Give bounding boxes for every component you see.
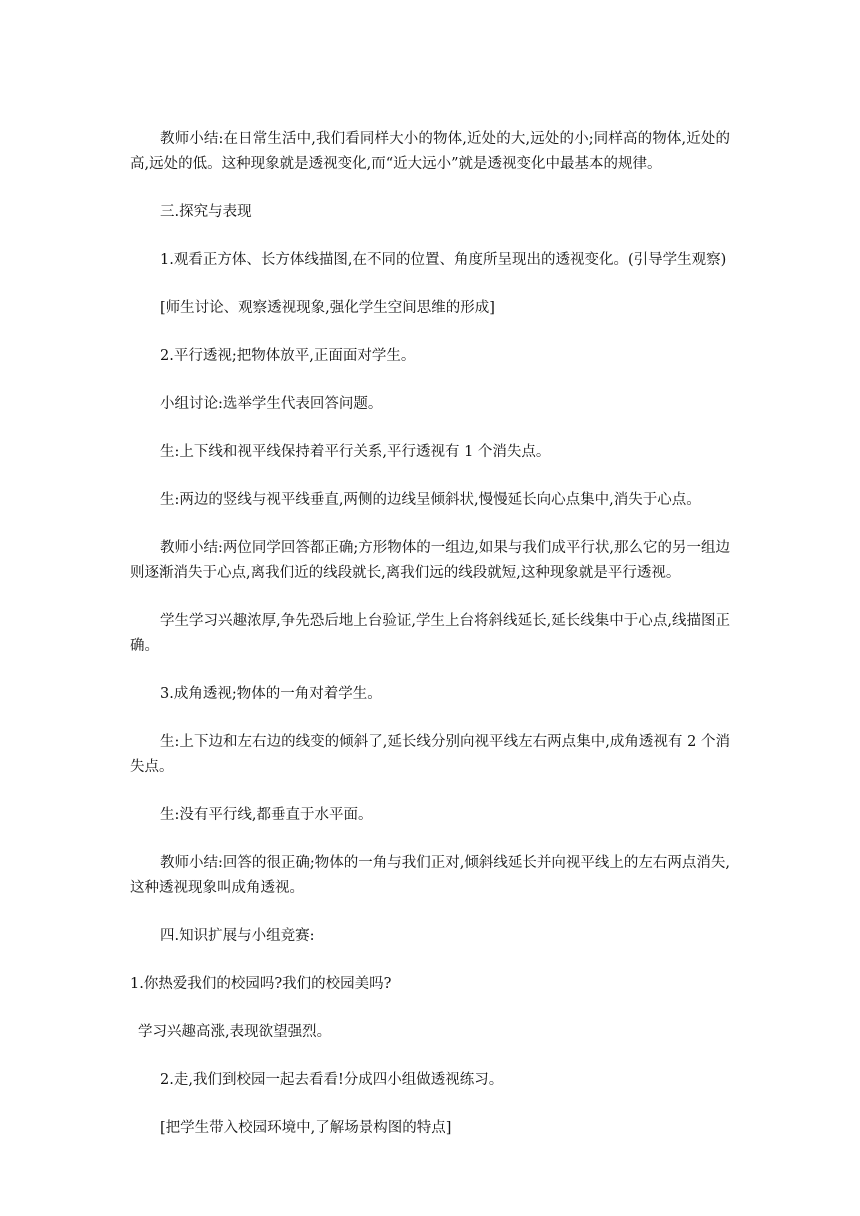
paragraph-student-answer-1: 生:上下线和视平线保持着平行关系,平行透视有 1 个消失点。 <box>160 444 551 460</box>
paragraph-teacher-summary-3: 教师小结:回答的很正确;物体的一角与我们正对,倾斜线延长并向视平线上的左右两点消失,这种透视现象叫成角透视。 <box>130 855 730 896</box>
document-page <box>130 127 730 1141</box>
paragraph-student-answer-3: 生:上下边和左右边的线变的倾斜了,延长线分别向视平线左右两点集中,成角透视有 2 个消失点。 <box>130 734 730 775</box>
paragraph-student-answer-2: 生:两边的竖线与视平线垂直,两侧的边线呈倾斜状,慢慢延长向心点集中,消失于心点。 <box>160 492 701 508</box>
paragraph-group-discussion: 小组讨论:选举学生代表回答问题。 <box>160 396 383 412</box>
paragraph-step-go-campus: 2.走,我们到校园一起去看看!分成四小组做透视练习。 <box>160 1072 504 1088</box>
paragraph-student-verify: 学生学习兴趣浓厚,争先恐后地上台验证,学生上台将斜线延长,延长线集中于心点,线描图正确。 <box>130 613 730 654</box>
paragraph-step-1: 1.观看正方体、长方体线描图,在不同的位置、角度所呈现出的透视变化。(引导学生观察) <box>160 252 727 268</box>
section-heading-extension: 四.知识扩展与小组竞赛: <box>160 928 315 944</box>
paragraph-student-answer-4: 生:没有平行线,都垂直于水平面。 <box>160 807 373 823</box>
paragraph-discussion-note: [师生讨论、观察透视现象,强化学生空间思维的形成] <box>160 300 495 316</box>
section-heading-explore: 三.探究与表现 <box>160 204 252 220</box>
paragraph-step-3: 3.成角透视;物体的一角对着学生。 <box>160 686 382 702</box>
paragraph-campus-note: [把学生带入校园环境中,了解场景构图的特点] <box>160 1120 452 1136</box>
paragraph-question-1: 1.你热爱我们的校园吗?我们的校园美吗? <box>130 976 392 992</box>
paragraph-step-2: 2.平行透视;把物体放平,正面面对学生。 <box>160 348 416 364</box>
paragraph-teacher-summary-2: 教师小结:两位同学回答都正确;方形物体的一组边,如果与我们成平行状,那么它的另一组边则逐渐消失于心点,离我们近的线段就长,离我们远的线段就短,这种现象就是平行透视。 <box>130 540 730 581</box>
paragraph-teacher-summary-1: 教师小结:在日常生活中,我们看同样大小的物体,近处的大,远处的小;同样高的物体,近处的高,远处的低。这种现象就是透视变化,而“近大远小”就是透视变化中最基本的规律。 <box>130 131 730 172</box>
paragraph-interest-note: 学习兴趣高涨,表现欲望强烈。 <box>138 1024 332 1040</box>
